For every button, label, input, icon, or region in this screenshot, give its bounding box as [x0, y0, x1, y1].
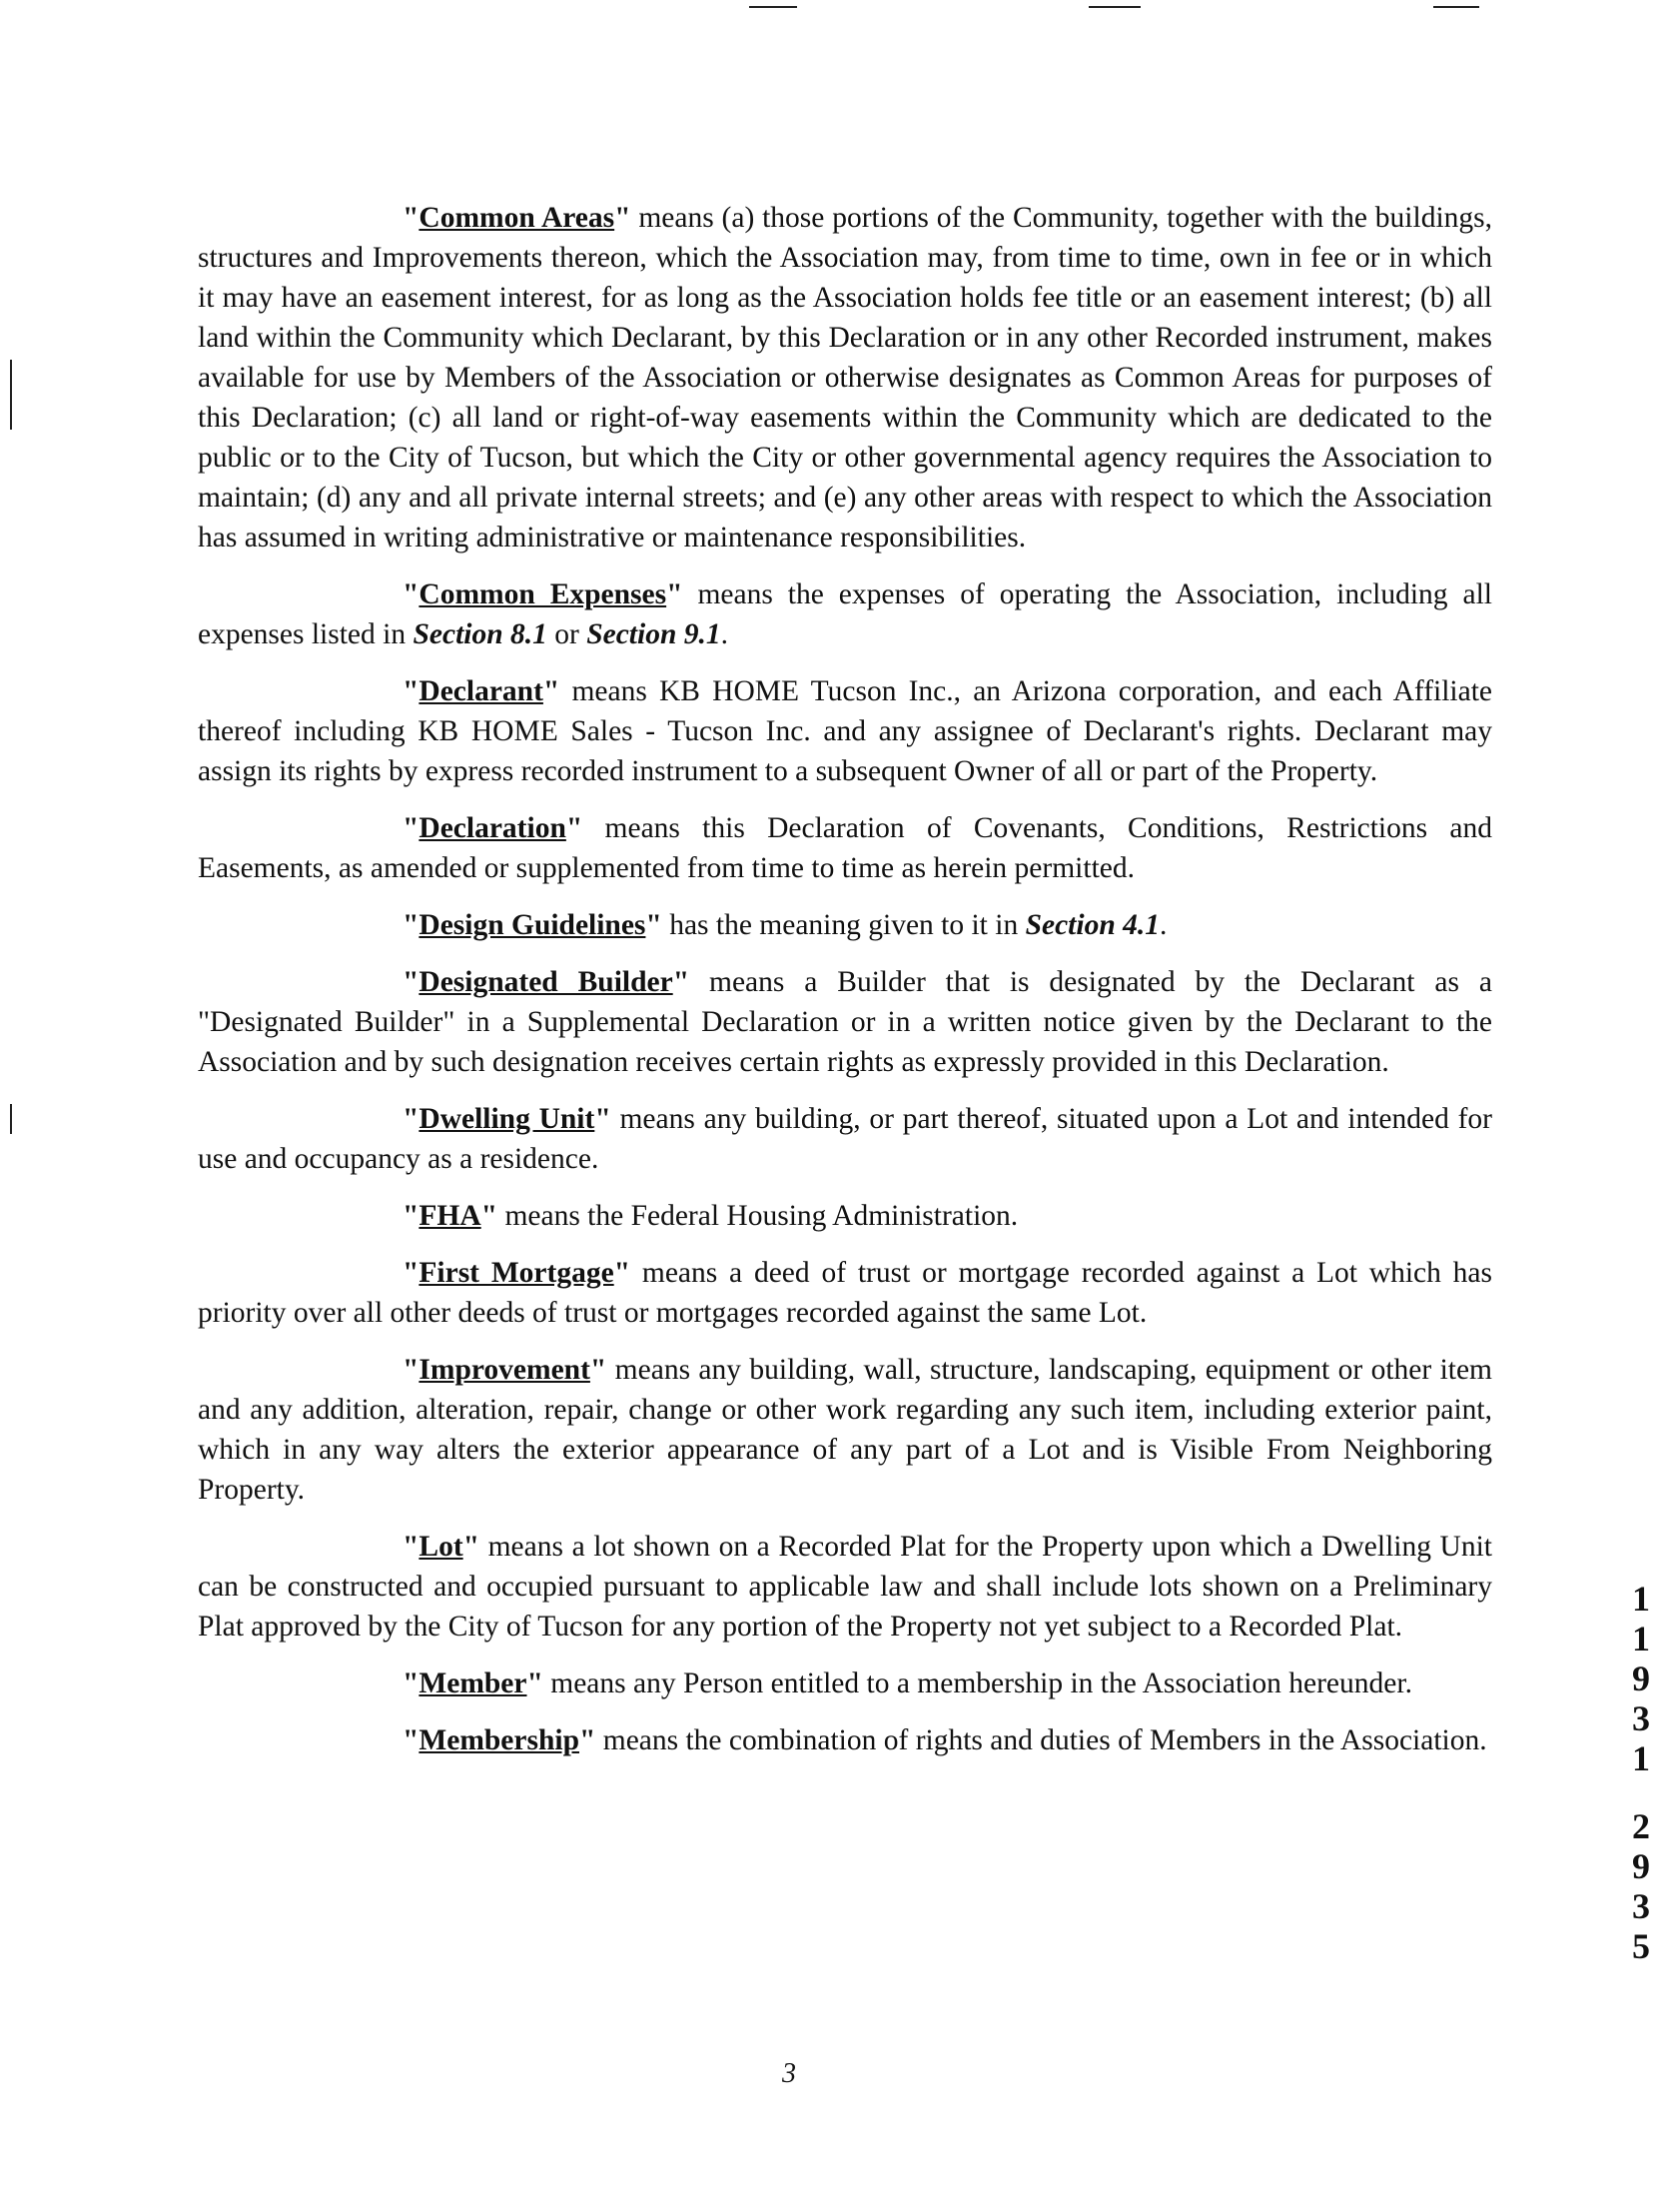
definition-text: means the expenses of operating the Association, including all expenses listed in — [198, 578, 1492, 650]
document-number-digit: 9 — [1632, 1658, 1650, 1698]
scan-mark — [10, 1104, 12, 1134]
document-number-digit: 3 — [1632, 1698, 1650, 1738]
definition-text: means the combination of rights and duties of Members in the Association. — [595, 1724, 1487, 1756]
definition-text: means any building, or part thereof, situated upon a Lot and intended for use and occupancy as a residence. — [198, 1103, 1492, 1175]
defined-term: Dwelling Unit — [419, 1103, 595, 1135]
definition-paragraph: "Declarant" means KB HOME Tucson Inc., an Arizona corporation, and each Affiliate thereof including KB HOME Sales - Tucson Inc. and any assignee of Declarant's rights. Declarant may assign its rights by express recorded instrument to a subsequent Owner of all or part of the Property. — [198, 675, 1492, 787]
defined-term: Declaration — [419, 812, 566, 844]
definition-paragraph: "FHA" means the Federal Housing Administration. — [403, 1200, 1019, 1232]
document-number-digit: 1 — [1632, 1738, 1650, 1778]
defined-term: FHA — [419, 1200, 481, 1232]
definitions-list — [198, 198, 1492, 1777]
scan-mark — [1089, 6, 1141, 8]
definition-text: means a Builder that is designated by the Declarant as a "Designated Builder" in a Supplemental Declaration or in a written notice given by the Declarant to the Association and by such designation receives certain rights as expressly provided in this Declaration. — [198, 966, 1493, 1078]
definition-paragraph: "Design Guidelines" has the meaning given to it in Section 4.1. — [403, 909, 1168, 941]
page-number: 3 — [782, 2058, 796, 2089]
definition-paragraph: "Lot" means a lot shown on a Recorded Plat for the Property upon which a Dwelling Unit can be constructed and occupied pursuant to applicable law and shall include lots shown on a Preliminary Plat approved by the City of Tucson for any portion of the Property not yet subject to a Recorded Plat. — [198, 1531, 1492, 1643]
defined-term: Common Areas — [419, 202, 615, 234]
document-number-digit: 3 — [1632, 1886, 1650, 1926]
defined-term: Lot — [419, 1531, 463, 1563]
defined-term: Declarant — [419, 675, 543, 707]
defined-term: First Mortgage — [419, 1257, 614, 1289]
definition-text: or — [546, 618, 587, 650]
section-reference: Section 8.1 — [413, 618, 547, 650]
defined-term: Common Expenses — [419, 578, 667, 610]
definition-text: means KB HOME Tucson Inc., an Arizona corporation, and each Affiliate thereof including KB HOME Sales - Tucson Inc. and any assignee of Declarant's rights. Declarant may assign its rights by express recorded instrument to a subsequent Owner of all or part of the Property. — [198, 675, 1492, 787]
scan-mark — [749, 6, 797, 8]
defined-term: Improvement — [419, 1354, 590, 1386]
definition-text: means (a) those portions of the Community, together with the buildings, structures and Improvements thereon, which the Association may, from time to time, own in fee or in which it may have an easement interest, for as long as the Association holds fee title or an easement interest; (b) all land within the Community which Declarant, by this Declaration or in any other Recorded instrument, makes available for use by Members of the Association or otherwise designates as Common Areas for purposes of this Declaration; (c) all land or right-of-way easements within the Community which are dedicated to the public or to the City of Tucson, but which the City or other governmental agency requires the Association to maintain; (d) any and all private internal streets; and (e) any other areas with respect to which the Association has assumed in writing administrative or maintenance responsibilities. — [198, 202, 1493, 553]
definition-text: means a lot shown on a Recorded Plat for the Property upon which a Dwelling Unit can be constructed and occupied pursuant to applicable law and shall include lots shown on a Preliminary Plat approved by the City of Tucson for any portion of the Property not yet subject to a Recorded Plat. — [198, 1531, 1492, 1643]
document-number-digit: 2 — [1632, 1806, 1650, 1846]
definition-text: means the Federal Housing Administration. — [497, 1200, 1019, 1232]
defined-term: Designated Builder — [419, 966, 673, 998]
definition-paragraph: "Membership" means the combination of rights and duties of Members in the Association. — [403, 1724, 1487, 1756]
section-reference: Section 4.1 — [1025, 909, 1160, 941]
definition-text: has the meaning given to it in — [661, 909, 1026, 941]
document-number-group — [1623, 1579, 1659, 1778]
section-reference: Section 9.1 — [586, 618, 721, 650]
scan-mark — [10, 360, 12, 430]
defined-term: Member — [419, 1667, 527, 1699]
document-number-digit: 1 — [1632, 1619, 1650, 1658]
definition-paragraph: "Common Areas" means (a) those portions of the Community, together with the buildings, structures and Improvements thereon, which the Association may, from time to time, own in fee or in which it may have an easement interest, for as long as the Association holds fee title or an easement interest; (b) all land within the Community which Declarant, by this Declaration or in any other Recorded instrument, makes available for use by Members of the Association or otherwise designates as Common Areas for purposes of this Declaration; (c) all land or right-of-way easements within the Community which are dedicated to the public or to the City of Tucson, but which the City or other governmental agency requires the Association to maintain; (d) any and all private internal streets; and (e) any other areas with respect to which the Association has assumed in writing administrative or maintenance responsibilities. — [198, 202, 1493, 553]
document-number-group — [1623, 1806, 1659, 1966]
definition-text: means any building, wall, structure, landscaping, equipment or other item and any addition, alteration, repair, change or other work regarding any such item, including exterior paint, which in any way alters the exterior appearance of any part of a Lot and is Visible From Neighboring Property. — [198, 1354, 1492, 1506]
defined-term: Membership — [419, 1724, 579, 1756]
definition-paragraph: "Common Expenses" means the expenses of operating the Association, including all expenses listed in Section 8.1 or Section 9.1. — [198, 578, 1492, 650]
definition-paragraph: "Dwelling Unit" means any building, or part thereof, situated upon a Lot and intended for use and occupancy as a residence. — [198, 1103, 1492, 1175]
definition-text: means any Person entitled to a membership in the Association hereunder. — [542, 1667, 1412, 1699]
scan-mark — [1433, 6, 1479, 8]
document-number-digit: 1 — [1632, 1579, 1650, 1619]
definition-paragraph: "Improvement" means any building, wall, structure, landscaping, equipment or other item and any addition, alteration, repair, change or other work regarding any such item, including exterior paint, which in any way alters the exterior appearance of any part of a Lot and is Visible From Neighboring Property. — [198, 1354, 1492, 1506]
defined-term: Design Guidelines — [419, 909, 646, 941]
definition-paragraph: "Member" means any Person entitled to a membership in the Association hereunder. — [403, 1667, 1412, 1699]
definition-text: . — [720, 618, 728, 650]
definition-text: means this Declaration of Covenants, Conditions, Restrictions and Easements, as amended or supplemented from time to time as herein permitted. — [198, 812, 1492, 884]
definition-paragraph: "Designated Builder" means a Builder that is designated by the Declarant as a "Designated Builder" in a Supplemental Declaration or in a written notice given by the Declarant to the Association and by such designation receives certain rights as expressly provided in this Declaration. — [198, 966, 1493, 1078]
document-number — [1623, 1579, 1659, 1994]
definition-paragraph: "First Mortgage" means a deed of trust or mortgage recorded against a Lot which has priority over all other deeds of trust or mortgages recorded against the same Lot. — [198, 1257, 1492, 1329]
definition-text: . — [1160, 909, 1168, 941]
document-number-digit: 5 — [1632, 1926, 1650, 1966]
definition-paragraph: "Declaration" means this Declaration of Covenants, Conditions, Restrictions and Easements, as amended or supplemented from time to time as herein permitted. — [198, 812, 1492, 884]
definition-text: means a deed of trust or mortgage recorded against a Lot which has priority over all other deeds of trust or mortgages recorded against the same Lot. — [198, 1257, 1492, 1329]
document-number-digit: 9 — [1632, 1846, 1650, 1886]
